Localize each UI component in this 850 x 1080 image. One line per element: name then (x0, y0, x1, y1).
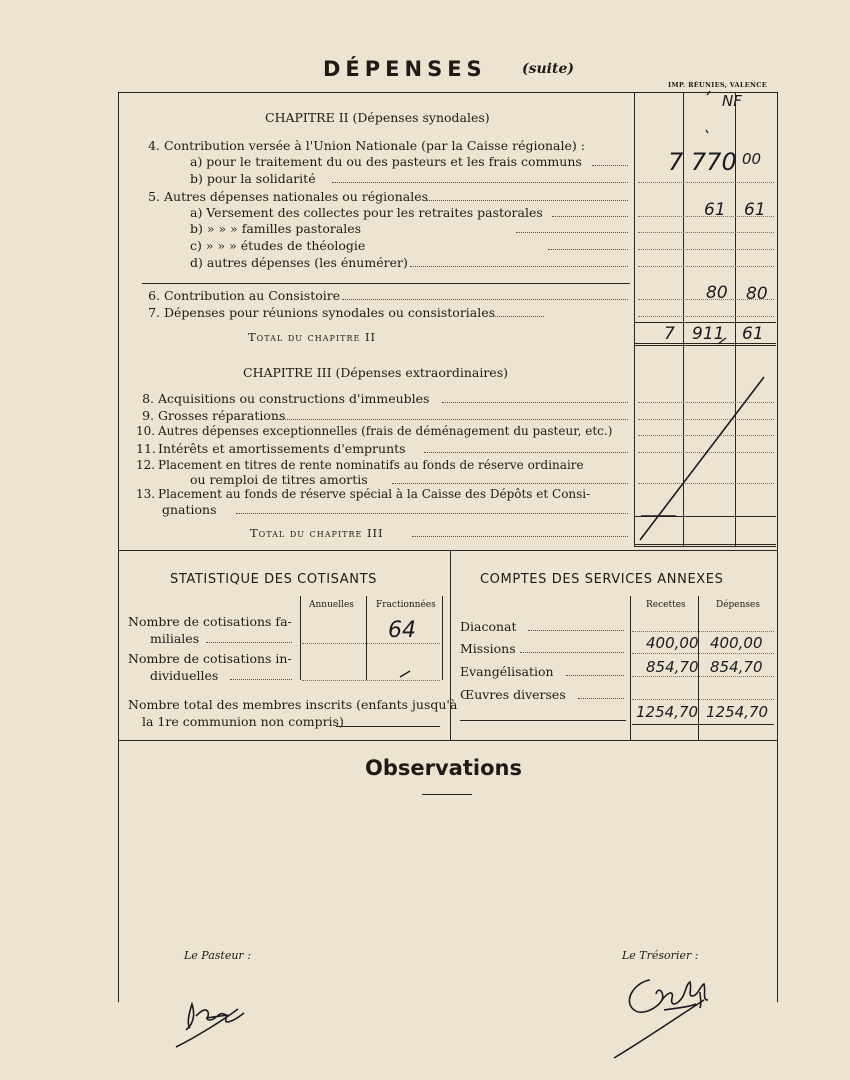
chapter3-heading: CHAPITRE III (Dépenses extraordinaires) (243, 365, 508, 380)
stats-row1-label: Nombre de cotisations fa- (128, 614, 292, 629)
amount-4a-francs: 7 770 (668, 148, 737, 176)
amount-6-francs: 80 (706, 283, 728, 303)
chapter2-line-5b: b) » » » familles pastorales (190, 221, 362, 236)
pasteur-label: Le Pasteur : (184, 949, 251, 962)
annexes-heading: COMPTES DES SERVICES ANNEXES (480, 572, 724, 587)
tick-mark (707, 91, 710, 95)
page-title-suite: (suite) (522, 61, 575, 77)
stats-row2-label: Nombre de cotisations in- (128, 651, 292, 666)
amount-5a-francs: 61 (704, 200, 726, 220)
annexes-col-recettes: Recettes (646, 600, 686, 610)
total-ch2-francs-b: 911 (692, 324, 725, 344)
chapter2-line-5: 5. Autres dépenses nationales ou régionales (148, 189, 429, 204)
tresorier-label: Le Trésorier : (622, 949, 699, 962)
stats-total-label-2: la 1re communion non compris) (142, 714, 344, 729)
annexes-total-depenses: 1254,70 (706, 703, 769, 721)
annexes-missions-recettes: 400,00 (646, 634, 699, 652)
chapter3-line-9: 9. Grosses réparations (142, 408, 286, 423)
annexes-col-depenses: Dépenses (716, 600, 760, 610)
annexes-row-evangelisation: Evangélisation (460, 664, 554, 679)
stats-row1-label-2: miliales (150, 631, 200, 646)
annexes-missions-depenses: 400,00 (710, 634, 763, 652)
stats-row2-tick (400, 671, 410, 677)
chapter2-heading: CHAPITRE II (Dépenses synodales) (265, 110, 490, 125)
chapter2-line-5a: a) Versement des collectes pour les retraites pastorales (190, 205, 543, 220)
annexes-total-recettes: 1254,70 (636, 703, 699, 721)
chapter3-line-13: 13. Placement au fonds de réserve spécial à la Caisse des Dépôts et Consi- (136, 487, 591, 501)
annexes-row-diaconat: Diaconat (460, 619, 517, 634)
annexes-evangelisation-depenses: 854,70 (710, 658, 763, 676)
stats-col-fractionnees: Fractionnées (376, 600, 436, 610)
chapter2-line-5d: d) autres dépenses (les énumérer) (190, 255, 408, 270)
annexes-row-oeuvres: Œuvres diverses (460, 687, 566, 702)
chapter3-line-12b: ou remploi de titres amortis (190, 472, 368, 487)
tick-mark (706, 130, 708, 133)
stats-row2-label-2: dividuelles (150, 668, 219, 683)
printer-imprint: IMP. RÉUNIES, VALENCE (668, 81, 767, 89)
chapter3-line-11: 11. Intérêts et amortissements d'emprunts (136, 441, 406, 456)
currency-mark: NF (722, 92, 742, 110)
amount-4a-cents: 00 (742, 150, 762, 168)
stats-total-label: Nombre total des membres inscrits (enfants jusqu'à (128, 697, 458, 712)
tick-mark (718, 338, 726, 344)
amount-6-cents: 80 (746, 284, 768, 304)
annexes-evangelisation-recettes: 854,70 (646, 658, 699, 676)
chapter3-total-label: Total du chapitre III (250, 526, 384, 540)
stats-row1-fractionnees: 64 (388, 618, 416, 643)
chapter3-line-13b: gnations (162, 502, 217, 517)
stats-heading: STATISTIQUE DES COTISANTS (170, 572, 377, 587)
chapter2-total-label: Total du chapitre II (248, 330, 377, 344)
tresorier-signature (614, 980, 708, 1058)
page-title: DÉPENSES (323, 57, 487, 81)
amount-5a-cents: 61 (744, 200, 766, 220)
chapter3-line-12: 12. Placement en titres de rente nominatifs au fonds de réserve ordinaire (136, 458, 584, 472)
total-ch2-cents: 61 (742, 324, 764, 344)
chapter3-line-8: 8. Acquisitions ou constructions d'immeubles (142, 391, 430, 406)
annexes-row-missions: Missions (460, 641, 516, 656)
chapter2-line-7: 7. Dépenses pour réunions synodales ou consistoriales (148, 305, 496, 320)
observations-heading: Observations (365, 756, 522, 780)
total-ch2-francs-a: 7 (664, 324, 675, 344)
pasteur-signature (176, 1004, 244, 1047)
chapter2-line-6: 6. Contribution au Consistoire (148, 288, 341, 303)
chapter2-line-4a: a) pour le traitement du ou des pasteurs et les frais communs (190, 154, 582, 169)
chapter2-line-4: 4. Contribution versée à l'Union Nationale (par la Caisse régionale) : (148, 138, 585, 153)
chapter2-line-4b: b) pour la solidarité (190, 171, 316, 186)
stats-col-annuelles: Annuelles (309, 600, 354, 610)
chapter3-line-10: 10. Autres dépenses exceptionnelles (frais de déménagement du pasteur, etc.) (136, 424, 613, 438)
chapter2-line-5c: c) » » » études de théologie (190, 238, 366, 253)
